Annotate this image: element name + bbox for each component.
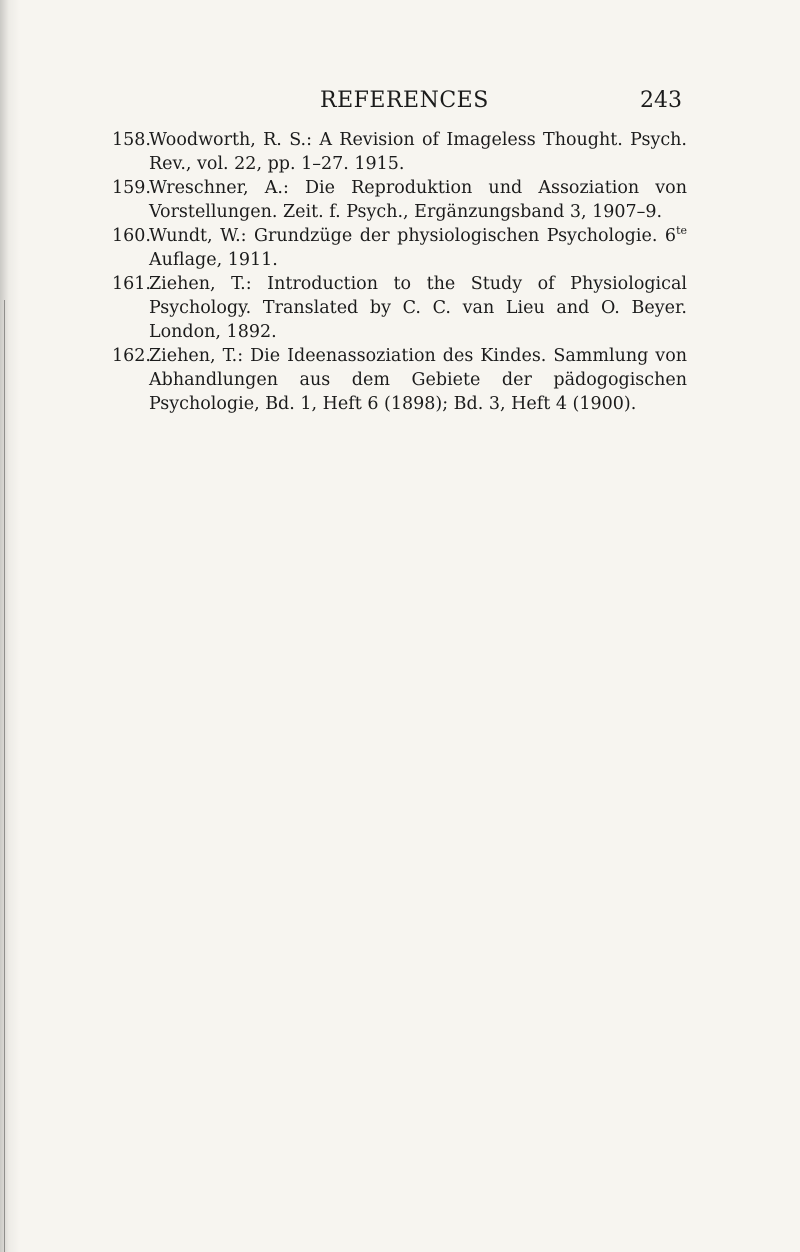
reference-number: 162. xyxy=(112,346,151,366)
reference-text: Wundt, W.: Grundzüge der physiologischen Psychologie. 6 xyxy=(149,226,677,246)
reference-number: 161. xyxy=(112,274,151,294)
running-header-title: REFERENCES xyxy=(320,88,489,113)
reference-number: 158. xyxy=(112,130,151,150)
reference-entry xyxy=(112,176,687,224)
reference-number: 159. xyxy=(112,178,151,198)
reference-list xyxy=(112,128,687,416)
reference-superscript: te xyxy=(676,224,687,237)
reference-entry xyxy=(112,224,687,272)
reference-text-continued: Auflage, 1911. xyxy=(149,250,278,270)
reference-entry xyxy=(112,344,687,416)
reference-text: Ziehen, T.: Introduction to the Study of Physiological Psychology. Translated by C. C. van Lieu and O. Beyer. London, 1892. xyxy=(149,274,687,342)
running-header xyxy=(112,88,682,116)
reference-text: Ziehen, T.: Die Ideenassoziation des Kindes. Sammlung von Abhandlungen aus dem Gebiete der pädogogischen Psychologie, Bd. 1, Heft 6 (1898); Bd. 3, Heft 4 (1900). xyxy=(149,346,687,414)
reference-entry xyxy=(112,272,687,344)
page-gutter-shadow xyxy=(0,0,20,1252)
reference-text: Woodworth, R. S.: A Revision of Imageless Thought. Psych. Rev., vol. 22, pp. 1–27. 1915. xyxy=(149,130,687,174)
reference-number: 160. xyxy=(112,226,151,246)
reference-entry xyxy=(112,128,687,176)
reference-text: Wreschner, A.: Die Reproduktion und Assoziation von Vorstellungen. Zeit. f. Psych., Ergänzungsband 3, 1907–9. xyxy=(149,178,687,222)
page-edge-line xyxy=(4,300,5,1252)
page-number: 243 xyxy=(640,88,682,113)
